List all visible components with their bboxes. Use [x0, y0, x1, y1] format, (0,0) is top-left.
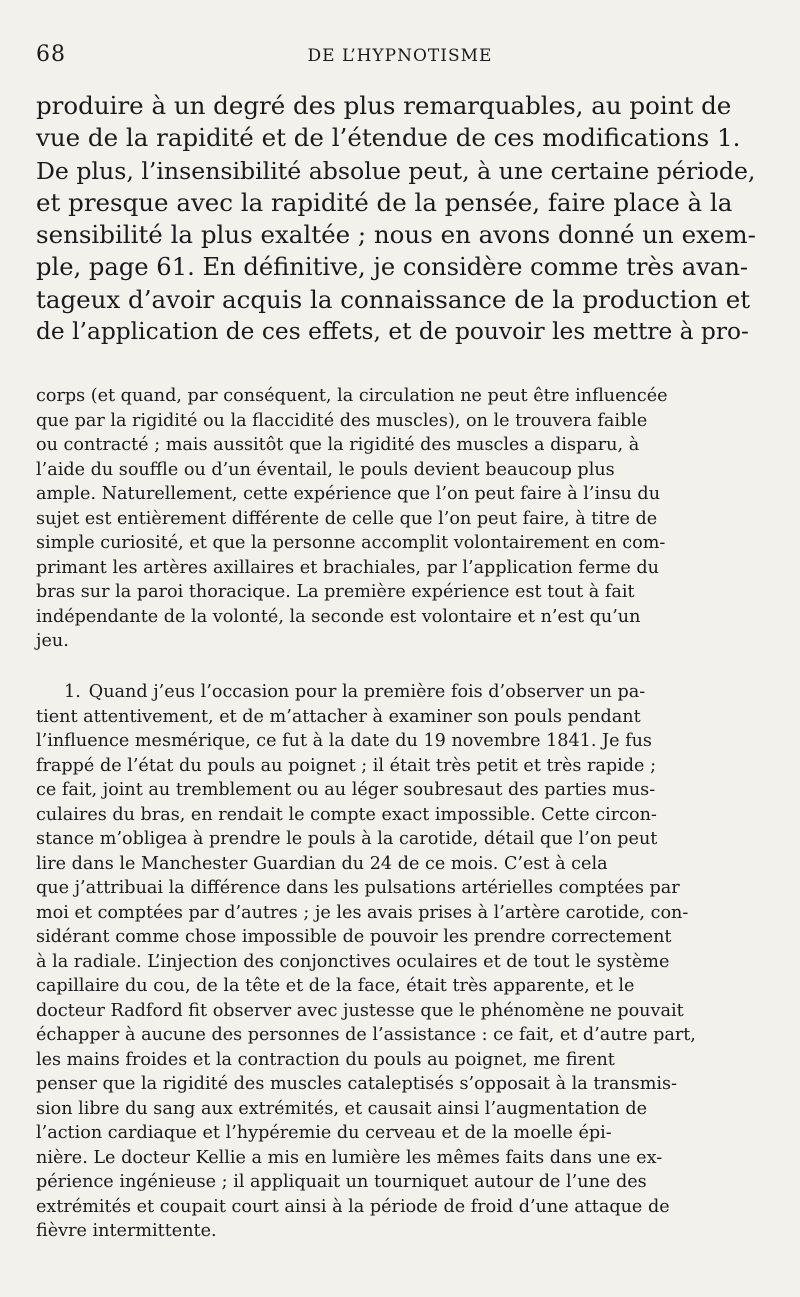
note-line: ample. Naturellement, cette expérience que l’on peut faire à l’insu du [36, 484, 661, 504]
footnote-line: les mains froides et la contraction du pouls au poignet, me firent [36, 1049, 615, 1070]
footnote-line: à la radiale. L’injection des conjonctives oculaires et de tout le système [36, 951, 670, 972]
footnote-line: lire dans le Manchester Guardian du 24 de ce mois. C’est à cela [36, 853, 608, 874]
footnote-line-text: Quand j’eus l’occasion pour la première fois d’observer un pa- [88, 682, 646, 702]
footnote-line: moi et comptées par d’autres ; je les avais prises à l’artère carotide, con- [36, 902, 689, 923]
footnote-line: l’influence mesmérique, ce fut à la date du 19 novembre 1841. Je fus [36, 731, 652, 751]
footnote-line: nière. Le docteur Kellie a mis en lumière les mêmes faits dans une ex- [36, 1147, 663, 1168]
body-line: vue de la rapidité et de l’étendue de ces modifications 1. [36, 123, 741, 153]
footnote-line: que j’attribuai la différence dans les pulsations artérielles comptées par [36, 878, 680, 898]
footnote-line: docteur Radford fit observer avec justesse que le phénomène ne pouvait [36, 1000, 684, 1021]
footnote-line: capillaire du cou, de la tête et de la face, était très apparente, et le [36, 976, 635, 996]
note-line: primant les artères axillaires et brachiales, par l’application ferme du [36, 557, 660, 578]
footnote-line: périence ingénieuse ; il appliquait un tourniquet autour de l’une des [36, 1172, 647, 1192]
footnote-line: stance m’obligea à prendre le pouls à la carotide, détail que l’on peut [36, 829, 658, 849]
footnote-line: penser que la rigidité des muscles cataleptisés s’opposait à la transmis- [36, 1074, 678, 1094]
footnote-line: frappé de l’état du pouls au poignet ; il était très petit et très rapide ; [36, 755, 656, 776]
body-line: produire à un degré des plus remarquables, au point de [36, 91, 732, 120]
continued-footnote [36, 384, 766, 654]
note-line: sujet est entièrement différente de celle que l’on peut faire, à titre de [36, 508, 658, 529]
footnote-line: tient attentivement, et de m’attacher à examiner son pouls pendant [36, 706, 641, 727]
footnote-line [36, 680, 776, 705]
note-line: bras sur la paroi thoracique. La première expérience est tout à fait [36, 582, 635, 602]
footnote-line: échapper à aucune des personnes de l’assistance : ce fait, et d’autre part, [36, 1025, 696, 1045]
footnote-line: extrémités et coupait court ainsi à la période de froid d’une attaque de [36, 1196, 670, 1217]
note-line: que par la rigidité ou la flaccidité des muscles), on le trouvera faible [36, 410, 648, 431]
footnote-line: sidérant comme chose impossible de pouvoir les prendre correctement [36, 927, 672, 947]
body-line: de l’application de ces effets, et de pouvoir les mettre à pro- [36, 318, 749, 346]
running-title: DE L’HYPNOTISME [307, 46, 493, 66]
page-number: 68 [36, 42, 66, 67]
note-line: ou contracté ; mais aussitôt que la rigidité des muscles a disparu, à [36, 435, 640, 455]
page-header [36, 42, 764, 74]
note-line: indépendante de la volonté, la seconde est volontaire et n’est qu’un [36, 606, 641, 627]
note-line: l’aide du souffle ou d’un éventail, le pouls devient beaucoup plus [36, 459, 615, 480]
main-body-text [36, 90, 756, 348]
footnote-line: sion libre du sang aux extrémités, et causait ainsi l’augmentation de [36, 1098, 647, 1119]
note-line: simple curiosité, et que la personne accomplit volontairement en com- [36, 533, 666, 553]
body-line: sensibilité la plus exaltée ; nous en avons donné un exem- [36, 220, 756, 250]
footnote-1 [36, 680, 776, 1244]
note-line: corps (et quand, par conséquent, la circulation ne peut être influencée [36, 386, 668, 406]
footnote-line: ce fait, joint au tremblement ou au léger soubresaut des parties mus- [36, 780, 656, 800]
body-line: ple, page 61. En définitive, je considère comme très avan- [36, 253, 749, 282]
body-line: tageux d’avoir acquis la connaissance de la production et [36, 284, 751, 314]
footnote-line: culaires du bras, en rendait le compte exact impossible. Cette circon- [36, 804, 657, 825]
body-line: De plus, l’insensibilité absolue peut, à une certaine période, [36, 156, 756, 185]
body-line: et presque avec la rapidité de la pensée, faire place à la [36, 187, 733, 217]
note-line: jeu. [36, 631, 69, 651]
footnote-marker: 1. [64, 682, 81, 702]
footnote-line: fièvre intermittente. [36, 1221, 217, 1241]
footnote-line: l’action cardiaque et l’hypéremie du cerveau et de la moelle épi- [36, 1123, 612, 1143]
